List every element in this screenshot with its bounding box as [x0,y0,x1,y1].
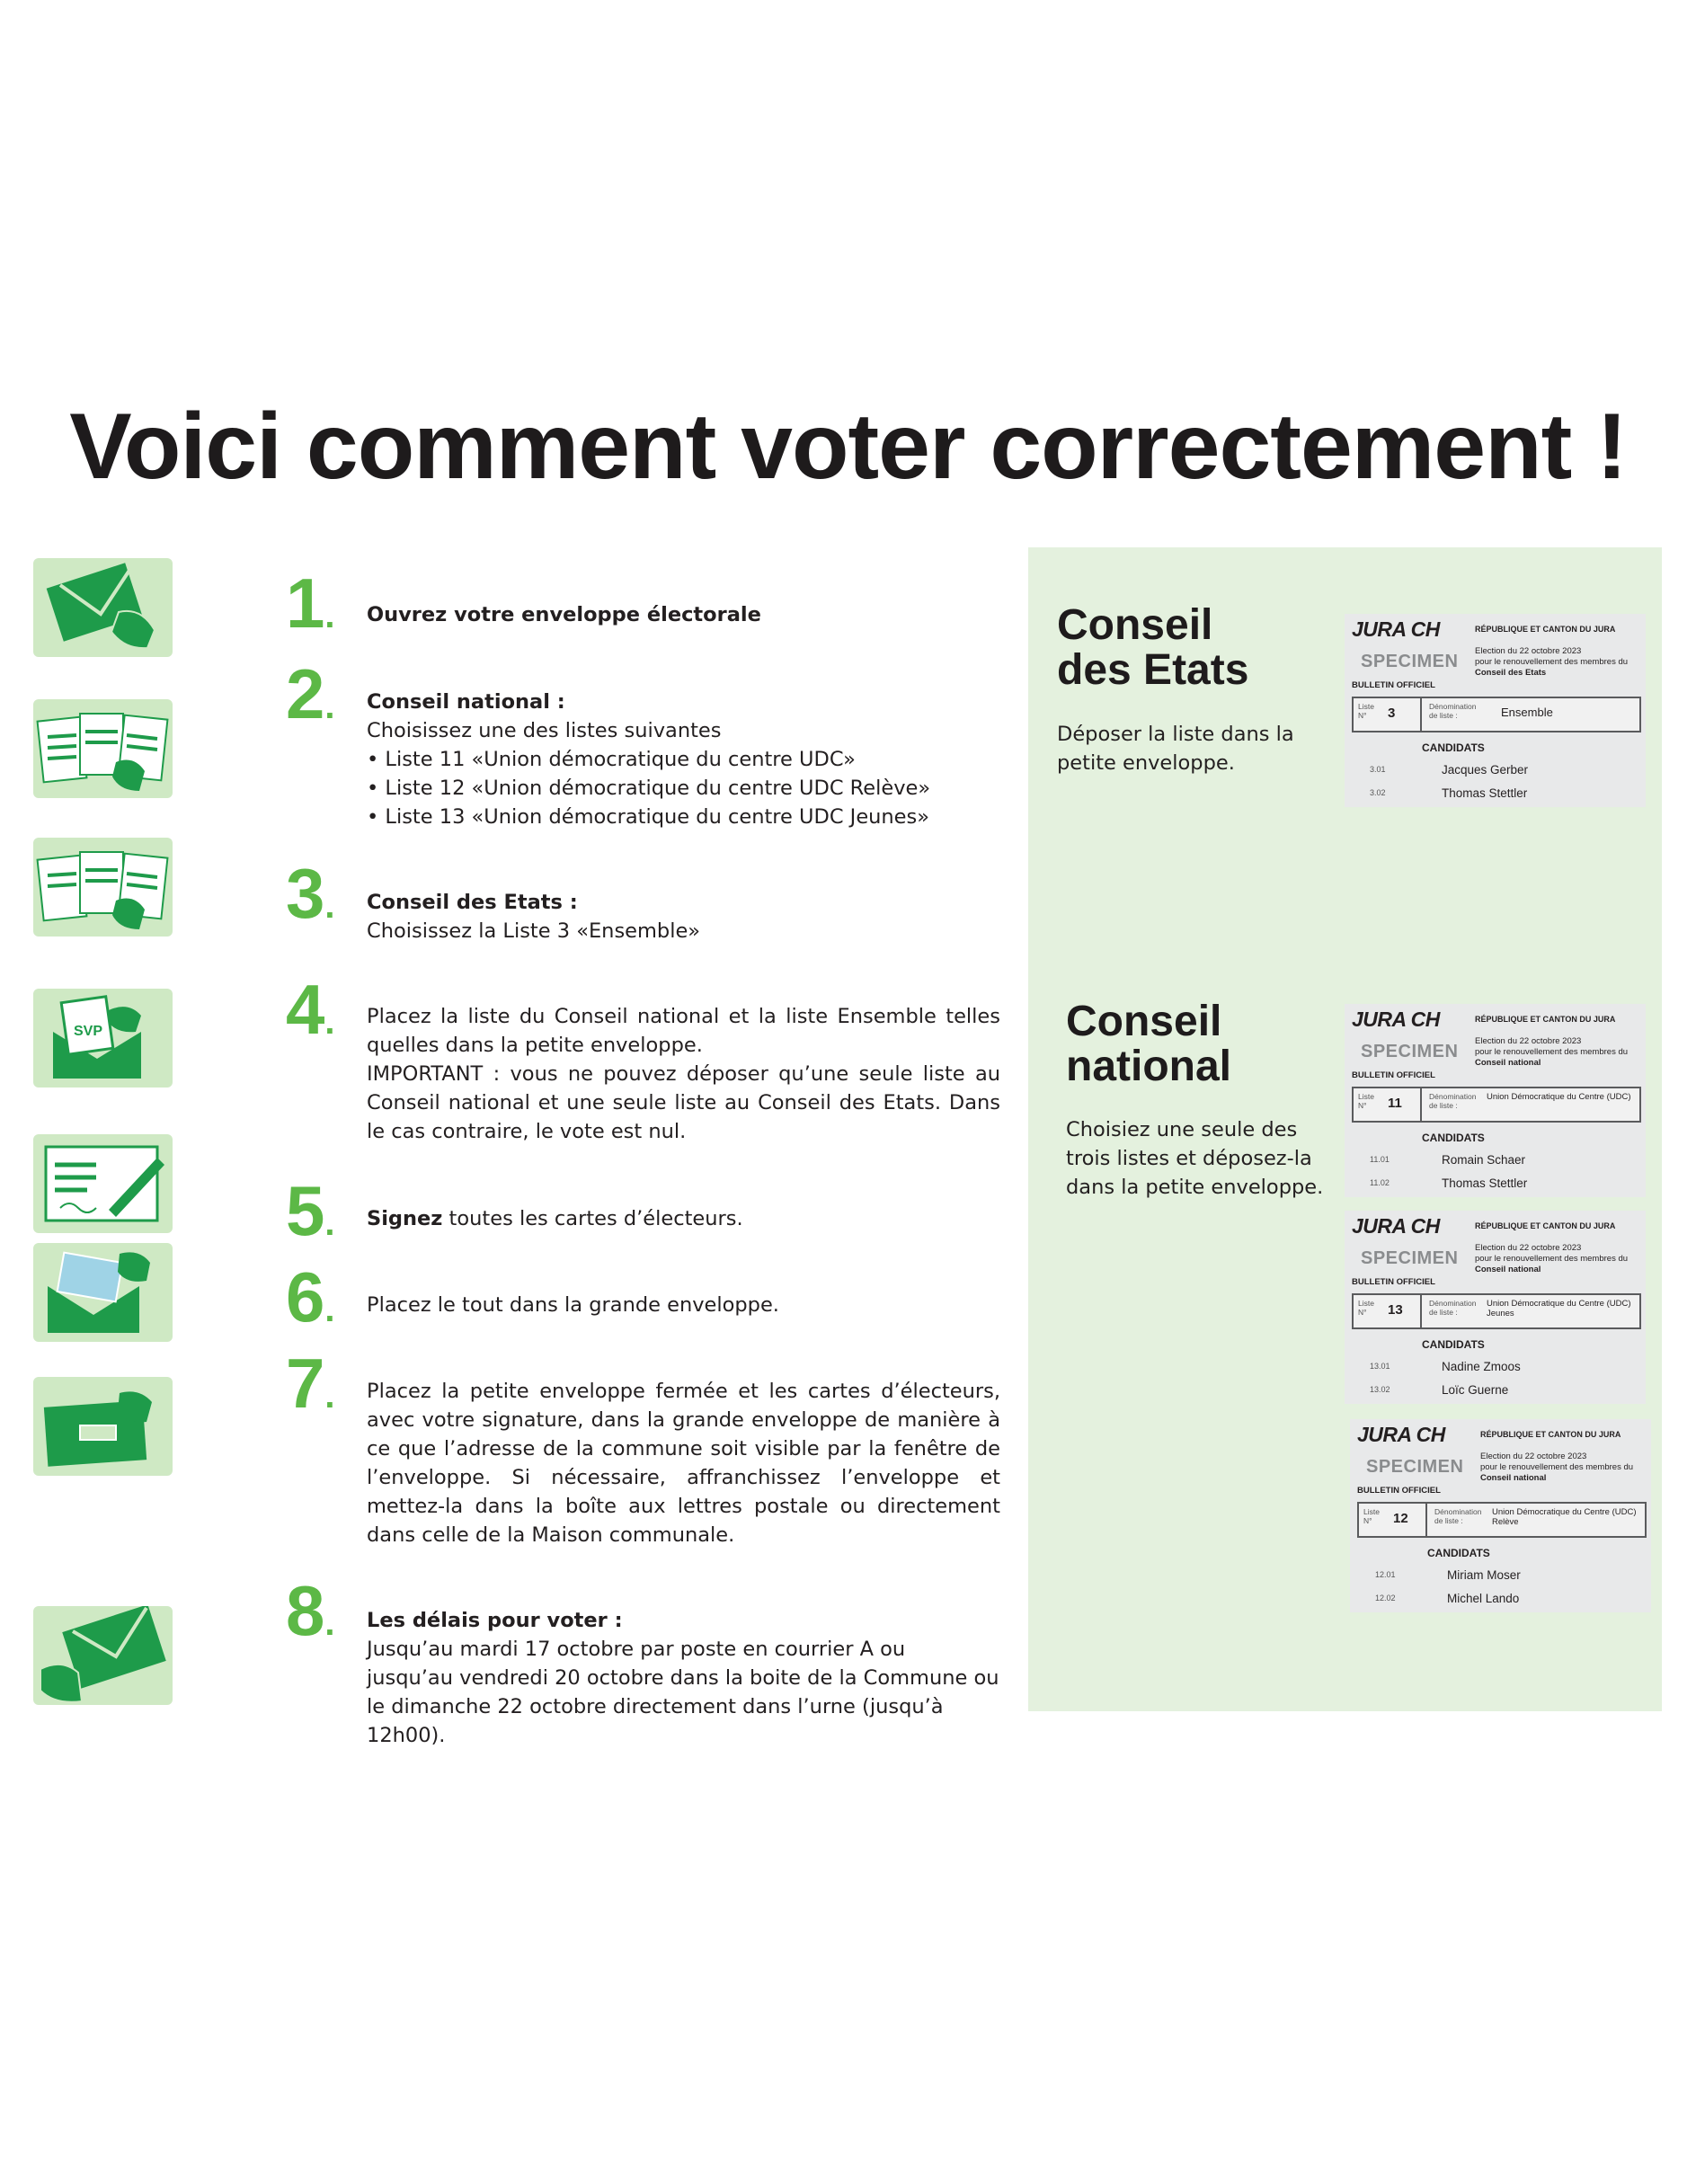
election-info: Election du 22 octobre 2023 pour le renouvellement des membres du Conseil des Etats [1475,646,1629,678]
candidates-label: CANDIDATS [1422,1132,1485,1144]
conseil-etats-instruction: Déposer la liste dans la petite enveloppe. [1057,723,1294,775]
envelope-open-icon [33,558,173,657]
specimen-label: SPECIMEN [1366,1457,1464,1477]
ballot-panel [1028,547,1662,1711]
list-number: 3 [1388,706,1396,721]
page-title: Voici comment voter correctement ! [69,395,1627,499]
election-info: Election du 22 octobre 2023 pour le renouvellement des membres du Conseil national [1480,1452,1634,1483]
list-denomination: Ensemble [1501,706,1553,719]
specimen-label: SPECIMEN [1361,652,1459,671]
envelope-hand-icon [33,1606,173,1705]
step-2-text: Conseil national : Choisissez une des listes suivantes • Liste 11 «Union démocratique du centre UDC» • Liste 12 «Union démocratique du centre UDC Relève» • Liste 13 «Union démocratique du centre UDC Jeunes» [367,688,1000,831]
list-denomination: Union Démocratique du Centre (UDC) Jeunes [1487,1299,1631,1318]
step-1-text: Ouvrez votre enveloppe électorale [367,603,761,626]
step-6-text: Placez le tout dans la grande enveloppe. [367,1293,779,1317]
specimen-label: SPECIMEN [1361,1042,1459,1061]
conseil-etats-heading: Conseil des Etats [1057,601,1249,694]
conseil-national-instruction: Choisiez une seule des trois listes et déposez-la dans la petite enveloppe. [1066,1118,1324,1199]
step-5-text: Signez toutes les cartes d’électeurs. [367,1207,743,1230]
jura-ch-logo: JURA CH [1352,617,1440,641]
jura-ch-logo: JURA CH [1352,1214,1440,1238]
jura-ch-logo: JURA CH [1352,1008,1440,1031]
step-4-text: Placez la liste du Conseil national et la liste Ensemble telles quelles dans la petite enveloppe. IMPORTANT : vous ne pouvez déposer qu’une seule liste au Conseil national et une seule liste au Conseil des Etats. Dans le cas contraire, le vote est nul. [367,1005,1000,1143]
ballot-national-11: JURA CH RÉPUBLIQUE ET CANTON DU JURA SPECIMEN Election du 22 octobre 2023 pour le renouvellement des membres du Conseil national BULLETIN OFFICIEL Liste N° 11 Dénomination de liste : Union Démocratique du Centre (UDC) CANDIDATS 11.01 Romain Schaer 11.02 Thomas Stettler [1345,1004,1646,1197]
republic-label: RÉPUBLIQUE ET CANTON DU JURA [1475,625,1616,634]
list-option-13: • Liste 13 «Union démocratique du centre UDC Jeunes» [367,805,930,829]
list-box: Liste N° 11 Dénomination de liste : Union Démocratique du Centre (UDC) [1352,1087,1641,1123]
choose-list-icon [33,838,173,937]
bulletin-label: BULLETIN OFFICIEL [1352,1277,1435,1287]
candidates-label: CANDIDATS [1422,741,1485,754]
ballot-national-12: JURA CH RÉPUBLIQUE ET CANTON DU JURA SPECIMEN Election du 22 octobre 2023 pour le renouvellement des membres du Conseil national BULLETIN OFFICIEL Liste N° 12 Dénomination de liste : Union Démocratique du Centre (UDC) Relève CANDIDATS 12.01 Miriam Moser 12.02 Michel Lando [1350,1419,1651,1612]
list-number: 13 [1388,1302,1403,1318]
republic-label: RÉPUBLIQUE ET CANTON DU JURA [1475,1015,1616,1024]
bulletin-label: BULLETIN OFFICIEL [1352,680,1435,690]
election-info: Election du 22 octobre 2023 pour le renouvellement des membres du Conseil national [1475,1243,1629,1274]
list-number: 11 [1388,1096,1402,1111]
jura-ch-logo: JURA CH [1357,1423,1445,1446]
conseil-national-heading: Conseil national [1066,998,1232,1090]
insert-cards-icon [33,1243,173,1342]
list-box: Liste N° 3 Dénomination de liste : Ensemble [1352,697,1641,732]
bulletin-label: BULLETIN OFFICIEL [1357,1486,1441,1496]
list-number: 12 [1393,1511,1408,1526]
step-8-text: Les délais pour voter : Jusqu’au mardi 17 octobre par poste en courrier A ou jusqu’au vendredi 20 octobre dans la boite de la Commune ou le dimanche 22 octobre directement dans l’urne (jusqu’à 12h00). [367,1609,999,1747]
step-number-2: 2. [286,654,335,733]
step-number-7: 7. [286,1344,335,1423]
step-number-6: 6. [286,1257,335,1336]
window-envelope-icon [33,1377,173,1476]
ballot-national-13: JURA CH RÉPUBLIQUE ET CANTON DU JURA SPECIMEN Election du 22 octobre 2023 pour le renouvellement des membres du Conseil national BULLETIN OFFICIEL Liste N° 13 Dénomination de liste : Union Démocratique du Centre (UDC) Jeunes CANDIDATS 13.01 Nadine Zmoos 13.02 Loïc Guerne [1345,1211,1646,1404]
step-7-text: Placez la petite enveloppe fermée et les cartes d’électeurs, avec votre signature, dans la grande enveloppe de manière à ce que l’adresse de la commune soit visible par la fenêtre de l’enveloppe. Si nécessaire, affranchissez l’enveloppe et mettez-la dans la boîte aux lettres postale ou directement dans celle de la Maison communale. [367,1380,1000,1547]
sign-card-icon [33,1134,173,1233]
step-number-4: 4. [286,970,335,1049]
svg-text:SVP: SVP [74,1024,103,1039]
republic-label: RÉPUBLIQUE ET CANTON DU JURA [1475,1221,1616,1230]
step-number-5: 5. [286,1171,335,1250]
list-box: Liste N° 12 Dénomination de liste : Union Démocratique du Centre (UDC) Relève [1357,1502,1647,1538]
list-option-11: • Liste 11 «Union démocratique du centre UDC» [367,748,856,771]
list-option-12: • Liste 12 «Union démocratique du centre UDC Relève» [367,777,931,800]
candidates-label: CANDIDATS [1427,1547,1490,1559]
list-denomination: Union Démocratique du Centre (UDC) [1487,1092,1631,1102]
step-number-8: 8. [286,1571,335,1650]
step-number-3: 3. [286,854,335,933]
bulletin-label: BULLETIN OFFICIEL [1352,1070,1435,1080]
republic-label: RÉPUBLIQUE ET CANTON DU JURA [1480,1430,1621,1439]
step-3-text: Conseil des Etats : Choisissez la Liste 3 «Ensemble» [367,891,701,943]
step-number-1: 1. [286,564,335,643]
choose-lists-icon [33,699,173,798]
list-denomination: Union Démocratique du Centre (UDC) Relève [1492,1507,1637,1527]
ballot-etats-3: JURA CH RÉPUBLIQUE ET CANTON DU JURA SPECIMEN Election du 22 octobre 2023 pour le renouvellement des membres du Conseil des Etats BULLETIN OFFICIEL Liste N° 3 Dénomination de liste : Ensemble CANDIDATS 3.01 Jacques Gerber 3.02 Thomas Stettler [1345,614,1646,807]
election-info: Election du 22 octobre 2023 pour le renouvellement des membres du Conseil national [1475,1036,1629,1068]
candidates-label: CANDIDATS [1422,1338,1485,1351]
specimen-label: SPECIMEN [1361,1248,1459,1268]
list-box: Liste N° 13 Dénomination de liste : Union Démocratique du Centre (UDC) Jeunes [1352,1293,1641,1329]
svp-envelope-icon [33,989,173,1088]
